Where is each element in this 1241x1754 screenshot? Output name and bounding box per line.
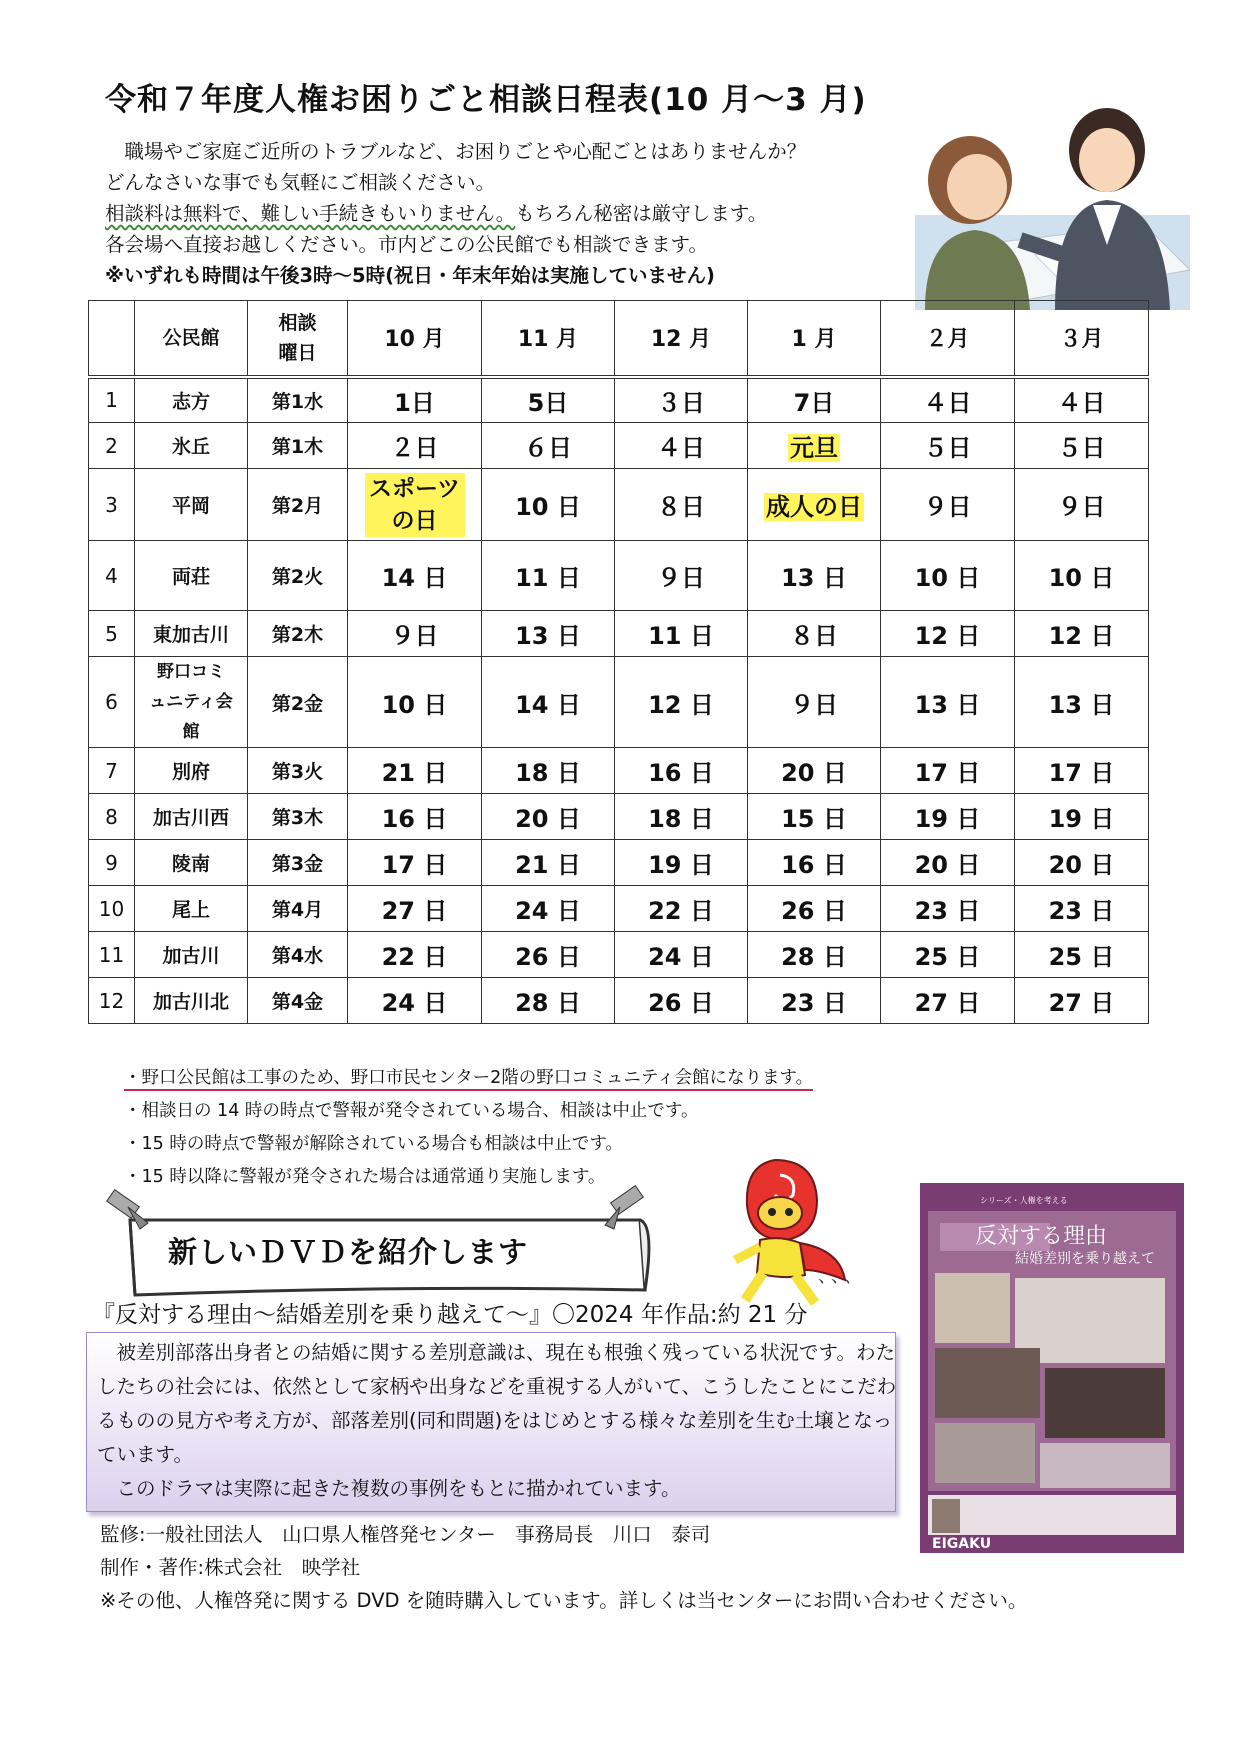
hall-name: 加古川北 [135,978,248,1024]
hall-name: 志方 [135,377,248,423]
table-row [89,377,1149,423]
intro-line-5: ※いずれも時間は午後3時～5時(祝日・年末年始は実施していません) [105,264,715,287]
date-cell: 14 日 [482,657,615,748]
date-cell: 13 日 [482,611,615,657]
date-cell: 23 日 [748,978,881,1024]
table-row [89,423,1149,469]
date-cell: 28 日 [748,932,881,978]
date-cell: 24 日 [348,978,482,1024]
weekday: 第2木 [248,611,348,657]
table-header-row [89,301,1149,377]
motion-marks: 、、、 [818,1266,866,1287]
hall-name: 別府 [135,748,248,794]
consultation-illustration [915,95,1190,310]
table-row [89,657,1149,748]
date-cell: ８日 [615,469,748,541]
dvd-credits [100,1518,1027,1617]
date-cell: ４日 [1015,377,1149,423]
date-cell: 17 日 [881,748,1015,794]
date-cell: 11 日 [615,611,748,657]
intro-line-3a: 相談料は無料で、難しい手続きもいりません。 [105,202,516,225]
row-number: 1 [89,377,135,423]
date-cell: 17 日 [348,840,482,886]
hall-name: 野口コミュニティ会館 [135,657,248,748]
header-month: ３月 [1015,301,1149,377]
date-cell: 22 日 [348,932,482,978]
hall-name: 加古川 [135,932,248,978]
weekday: 第3金 [248,840,348,886]
table-row [89,978,1149,1024]
dvd-title: 『反対する理由～結婚差別を乗り越えて～』〇2024 年作品:約 21 分 [92,1302,808,1328]
date-cell: 26 日 [615,978,748,1024]
date-cell: ５日 [881,423,1015,469]
date-cell: 7日 [748,377,881,423]
note-item: ・15 時の時点で警報が解除されている場合も相談は中止です。 [124,1134,623,1154]
row-number: 10 [89,886,135,932]
table-row [89,748,1149,794]
weekday: 第1木 [248,423,348,469]
date-cell: 28 日 [482,978,615,1024]
other-dvd-note: ※その他、人権啓発に関する DVD を随時購入しています。詳しくは当センターにお問い合わせください。 [100,1589,1028,1612]
table-row [89,794,1149,840]
header-weekday: 相談 曜日 [248,301,348,377]
date-cell: 27 日 [881,978,1015,1024]
weekday: 第3火 [248,748,348,794]
date-cell: 16 日 [348,794,482,840]
header-month: 1 月 [748,301,881,377]
row-number: 5 [89,611,135,657]
schedule-table [88,300,1149,1024]
date-cell: ２日 [348,423,482,469]
header-hall: 公民館 [135,301,248,377]
date-cell: スポーツの日 [348,469,482,541]
note-item: ・野口公民館は工事のため、野口市民センター2階の野口コミュニティ会館になります。 [124,1062,813,1095]
weekday: 第1水 [248,377,348,423]
header-month: ２月 [881,301,1015,377]
date-cell: 1日 [348,377,482,423]
date-cell: 17 日 [1015,748,1149,794]
date-cell: 20 日 [748,748,881,794]
hall-name: 氷丘 [135,423,248,469]
date-cell: 27 日 [1015,978,1149,1024]
date-cell: 18 日 [482,748,615,794]
production-credit: 制作・著作:株式会社 映学社 [100,1556,361,1579]
date-cell: 19 日 [615,840,748,886]
date-cell: 20 日 [482,794,615,840]
date-cell: 25 日 [1015,932,1149,978]
table-row [89,541,1149,611]
hall-name: 加古川西 [135,794,248,840]
date-cell: 26 日 [482,932,615,978]
date-cell: 19 日 [881,794,1015,840]
date-cell: 10 日 [1015,541,1149,611]
cover-title: 反対する理由 [975,1224,1108,1249]
hall-name: 平岡 [135,469,248,541]
date-cell: 25 日 [881,932,1015,978]
row-number: 8 [89,794,135,840]
date-cell: ３日 [615,377,748,423]
date-cell: 24 日 [615,932,748,978]
date-cell: 21 日 [348,748,482,794]
date-cell: 18 日 [615,794,748,840]
date-cell: 13 日 [748,541,881,611]
row-number: 7 [89,748,135,794]
header-month: 11 月 [482,301,615,377]
hall-name: 陵南 [135,840,248,886]
intro-line-3b: もちろん秘密は厳守します。 [515,202,768,225]
date-cell: ８日 [748,611,881,657]
table-row [89,840,1149,886]
date-cell: 元旦 [748,423,881,469]
table-row [89,611,1149,657]
date-cell: 27 日 [348,886,482,932]
weekday: 第4月 [248,886,348,932]
table-row [89,932,1149,978]
date-cell: 15 日 [748,794,881,840]
weekday: 第2火 [248,541,348,611]
intro-line-2: どんなさいな事でも気軽にご相談ください。 [105,171,496,194]
cover-brand: EIGAKU [932,1536,992,1552]
date-cell: ９日 [748,657,881,748]
date-cell: 11 日 [482,541,615,611]
row-number: 6 [89,657,135,748]
note-item: ・相談日の 14 時の時点で警報が発令されている場合、相談は中止です。 [124,1101,699,1121]
date-cell: 成人の日 [748,469,881,541]
row-number: 9 [89,840,135,886]
date-cell: ５日 [1015,423,1149,469]
date-cell: 13 日 [881,657,1015,748]
date-cell: 21 日 [482,840,615,886]
date-cell: 20 日 [1015,840,1149,886]
supervision-credit: 監修:一般社団法人 山口県人権啓発センター 事務局長 川口 泰司 [100,1523,711,1546]
date-cell: 22 日 [615,886,748,932]
weekday: 第2金 [248,657,348,748]
header-month: 10 月 [348,301,482,377]
dvd-description-para2: このドラマは実際に起きた複数の事例をもとに描かれています。 [97,1477,681,1500]
date-cell: 23 日 [881,886,1015,932]
intro-line-1: 職場やご家庭ご近所のトラブルなど、お困りごとや心配ごとはありませんか？ [105,140,807,163]
date-cell: ６日 [482,423,615,469]
intro-line-4: 各会場へ直接お越しください。市内どこの公民館でも相談できます。 [105,233,708,256]
hall-name: 東加古川 [135,611,248,657]
date-cell: 5日 [482,377,615,423]
table-row [89,886,1149,932]
weekday: 第3木 [248,794,348,840]
date-cell: 26 日 [748,886,881,932]
date-cell: 23 日 [1015,886,1149,932]
dvd-cover-image [920,1183,1184,1553]
date-cell: ４日 [615,423,748,469]
row-number: 12 [89,978,135,1024]
date-cell: 10 日 [348,657,482,748]
date-cell: ４日 [881,377,1015,423]
weekday: 第4水 [248,932,348,978]
cover-subtitle: 結婚差別を乗り越えて [1015,1251,1155,1267]
header-month: 12 月 [615,301,748,377]
row-number: 3 [89,469,135,541]
date-cell: 16 日 [748,840,881,886]
row-number: 11 [89,932,135,978]
page-title: 令和７年度人権お困りごと相談日程表(10 月～3 月) [105,82,867,118]
date-cell: ９日 [615,541,748,611]
table-row [89,469,1149,541]
date-cell: 13 日 [1015,657,1149,748]
date-cell: ９日 [1015,469,1149,541]
date-cell: 19 日 [1015,794,1149,840]
intro-line-3 [105,198,925,229]
header-no [89,301,135,377]
hall-name: 両荘 [135,541,248,611]
date-cell: 24 日 [482,886,615,932]
date-cell: 16 日 [615,748,748,794]
weekday: 第4金 [248,978,348,1024]
date-cell: 12 日 [615,657,748,748]
date-cell: ９日 [881,469,1015,541]
hall-name: 尾上 [135,886,248,932]
date-cell: ９日 [348,611,482,657]
dvd-description-para1: 被差別部落出身者との結婚に関する差別意識は、現在も根強く残っている状況です。わたしたちの社会には、依然として家柄や出身などを重視する人がいて、こうしたことにこだわるものの見方や考え方が、部落差別(同和問題)をはじめとする様々な差別を生む土壌となっています。 [97,1341,897,1466]
date-cell: 12 日 [881,611,1015,657]
note-item: ・15 時以降に警報が発令された場合は通常通り実施します。 [124,1167,606,1187]
date-cell: 20 日 [881,840,1015,886]
intro-text [105,136,925,291]
pushpin-icon [107,1190,148,1229]
dvd-banner-text: 新しいＤＶＤを紹介します [168,1235,529,1269]
cover-series: シリーズ・人権を考える [980,1196,1068,1205]
weekday: 第2月 [248,469,348,541]
date-cell: 14 日 [348,541,482,611]
dvd-description-text [97,1336,897,1506]
date-cell: 10 日 [482,469,615,541]
row-number: 4 [89,541,135,611]
date-cell: 12 日 [1015,611,1149,657]
date-cell: 10 日 [881,541,1015,611]
row-number: 2 [89,423,135,469]
